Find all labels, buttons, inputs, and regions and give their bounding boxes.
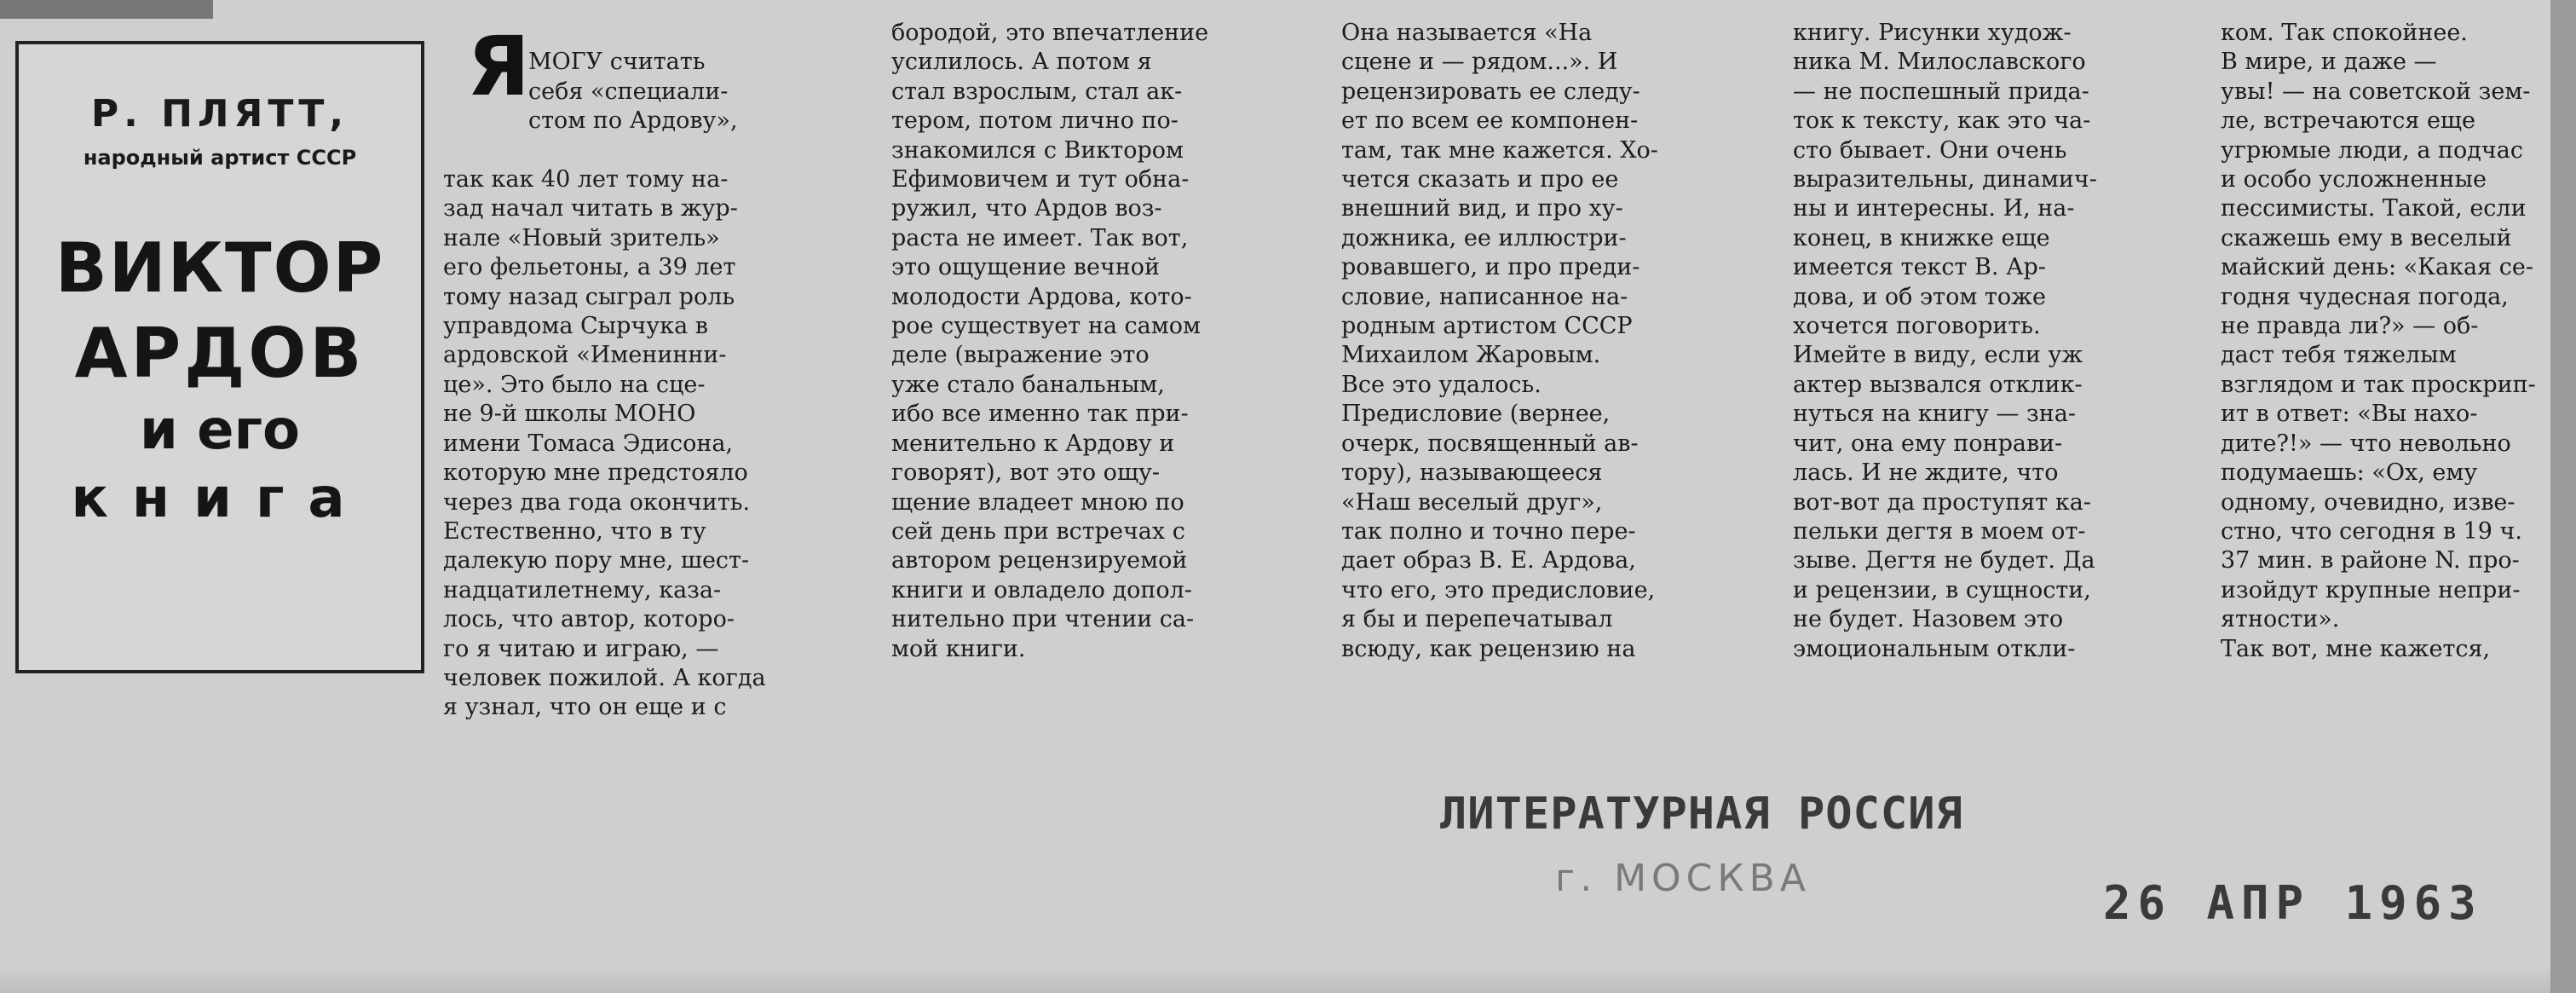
article-column-4: книгу. Рисунки худож- ника М. Милославского — не поспешный прида- ток к тексту, как это ча- сто бывает. Они очень выразительны, динамич- ны и интересны. И, на- конец, в книжке еще имеется текст В. Ар- дова, и об этом тоже хочется поговорить. Имейте в виду, если уж актер вызвался отклик- нуться на книгу — зна- чит, она ему понрави- лась. И не ждите, что вот-вот да проступят ка- пельки дегтя в моем от- зыве. Дегтя не будет. Да и рецензии, в сущности, не будет. Назовем это эмоциональным откли- — [1793, 20, 2097, 662]
article-column-5: ком. Так спокойнее. В мире, и даже — увы! — на советской зем- ле, встречаются еще угрюмые люди, а подчас и особо усложненные пессимисты. Такой, если скажешь ему в веселый майский день: «Какая се- годня чудесная погода, не правда ли?» — об- даст тебя тяжелым взглядом и так проскрип- ит в ответ: «Вы нахо- дите?!» — что невольно подумаешь: «Ох, ему одному, очевидно, изве- стно, что сегодня в 19 ч. 37 мин. в районе N. про- изойдут крупные непри- ятности». Так вот, мне кажется, — [2221, 20, 2536, 662]
headline-line-3: и его — [140, 399, 300, 462]
article-column-3: Она называется «На сцене и — рядом...». И рецензировать ее следу- ет по всем ее компонен- там, так мне кажется. Хо- чется сказать и про ее внешний вид, и про ху- дожника, ее иллюстри- ровавшего, и про преди- словие, написанное на- родным артистом СССР Михаилом Жаровым. Все это удалось. Предисловие (вернее, очерк, посвященный ав- тору), называющееся «Наш веселый друг», так полно и точно пере- дает образ В. Е. Ардова, что его, это предисловие, я бы и перепечатывал всюду, как рецензию на — [1341, 20, 1658, 662]
article-column-1-opening: МОГУ считать себя «специали- стом по Ардову», — [528, 49, 738, 135]
headline-line-4: книга — [71, 466, 369, 530]
stamp-city: г. МОСКВА — [1555, 857, 1811, 900]
stamp-publication: ЛИТЕРАТУРНАЯ РОССИЯ — [1440, 788, 1963, 840]
article-column-2: бородой, это впечатление усилилось. А потом я стал взрослым, стал ак- тером, потом лично по- знакомился с Виктором Ефимовичем и тут обна- ружил, что Ардов воз- раста не имеет. Так вот, это ощущение вечной молодости Ардова, кото- рое существует на самом деле (выражение это уже стало банальным, ибо все именно так при- менительно к Ардову и говорят), вот это ощу- щение владеет мною по сей день при встречах с автором рецензируемой книги и овладело допол- нительно при чтении са- мой книги. — [891, 20, 1209, 662]
clipping-bottom-edge — [0, 967, 2576, 993]
headline-line-1: ВИКТОР — [55, 228, 385, 308]
headline-box — [15, 41, 424, 673]
author-role: народный артист СССР — [83, 146, 357, 170]
headline-line-2: АРДОВ — [74, 314, 366, 393]
author-name: Р. ПЛЯТТ, — [90, 92, 349, 136]
stamp-date: 26 АПР 1963 — [2103, 876, 2483, 930]
drop-cap: Я — [467, 19, 530, 114]
article-column-1 — [443, 19, 867, 752]
article-column-1-body: так как 40 лет тому на- зад начал читать в жур- нале «Новый зритель» его фельетоны, а 39 лет тому назад сыграл роль управдома Сырчука в ардовской «Именинни- це». Это было на сце- не 9-й школы МОНО имени Томаса Эдисона, которую мне предстояло через два года окончить. Естественно, что в ту далекую пору мне, шест- надцатилетнему, каза- лось, что автор, которо- го я читаю и играю, — человек пожилой. А когда я узнал, что он еще и с — [443, 166, 766, 721]
